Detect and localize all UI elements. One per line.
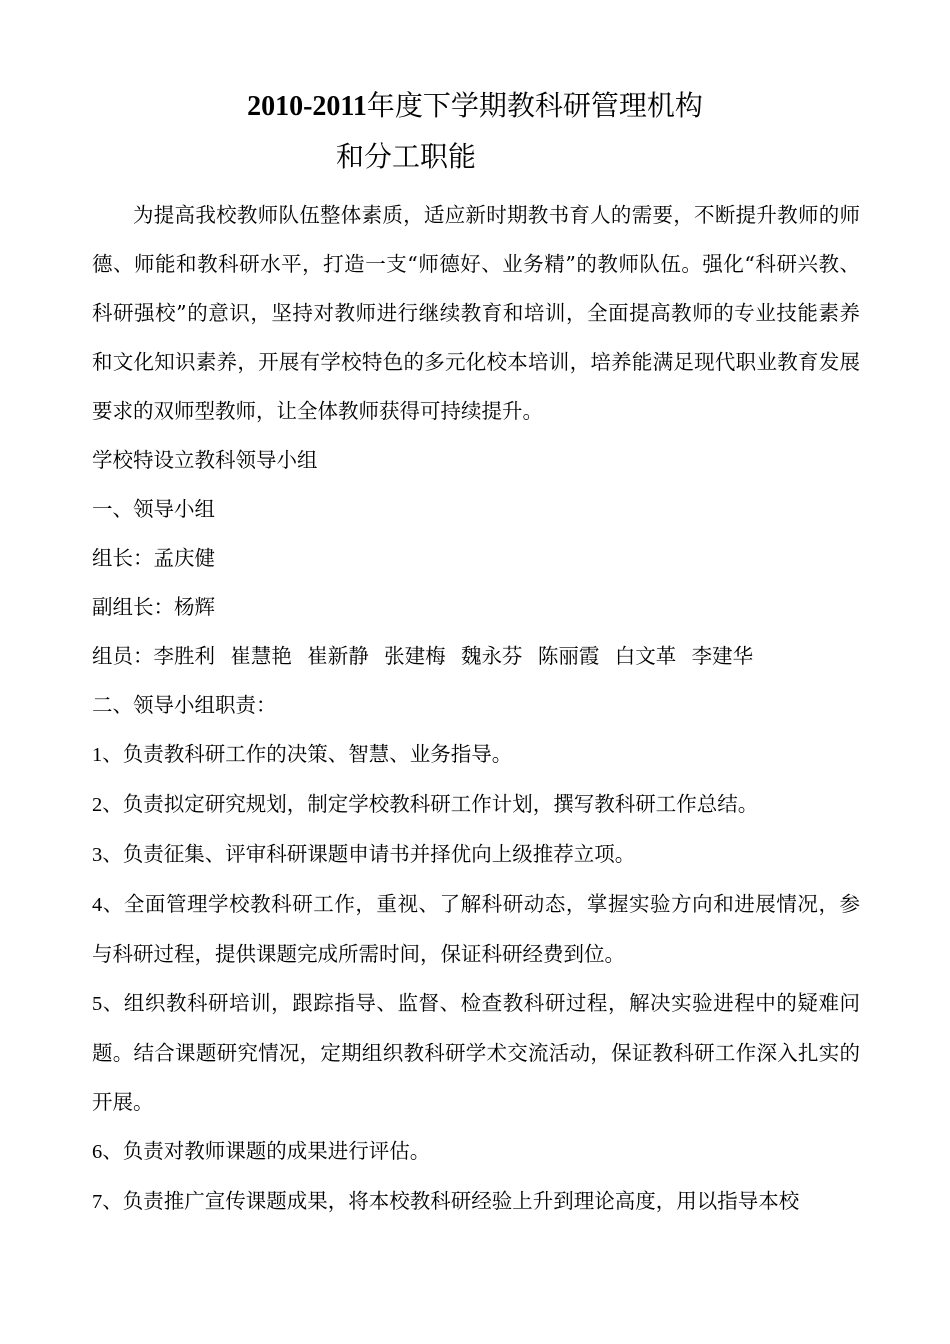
duty-item <box>92 730 860 780</box>
duty-number: 3 <box>92 844 103 866</box>
duty-item <box>92 979 860 1127</box>
member-name: 李胜利 <box>153 644 215 668</box>
duty-item <box>92 780 860 830</box>
duty-number: 1 <box>92 744 103 766</box>
duty-item <box>92 880 860 979</box>
duty-text: 、负责拟定研究规划，制定学校教科研工作计划，撰写教科研工作总结。 <box>102 792 759 816</box>
duty-text: 、负责征集、评审科研课题申请书并择优向上级推荐立项。 <box>102 842 636 866</box>
title-year: 2010-2011 <box>247 91 367 122</box>
duty-number: 4 <box>92 894 103 916</box>
duty-item <box>92 830 860 880</box>
section1-heading: 一、领导小组 <box>92 497 215 521</box>
member-name: 崔慧艳 <box>230 644 292 668</box>
member-name: 李建华 <box>691 644 754 668</box>
members-label: 组员： <box>92 644 154 668</box>
title-line1-text: 年度下学期教科研管理机构 <box>366 89 703 122</box>
member-name: 白文革 <box>614 644 677 668</box>
duty-number: 7 <box>92 1191 103 1213</box>
duty-number: 2 <box>92 794 103 816</box>
duty-text: 、负责教科研工作的决策、智慧、业务指导。 <box>102 742 513 766</box>
member-name: 张建梅 <box>384 644 446 668</box>
duty-text: 、组织教科研培训，跟踪指导、监督、检查教科研过程，解决实验进程中的疑难问题。结合课题研究情况，定期组织教科研学术交流活动，保证教科研工作深入扎实的开展。 <box>92 991 860 1114</box>
section2-heading: 二、领导小组职责： <box>92 693 277 717</box>
intro-paragraph: 为提高我校教师队伍整体素质，适应新时期教书育人的需要，不断提升教师的师德、师能和教科研水平，打造一支“师德好、业务精”的教师队伍。强化“科研兴教、科研强校”的意识，坚持对教师进行继续教育和培训，全面提高教师的专业技能素养和文化知识素养，开展有学校特色的多元化校本培训，培养能满足现代职业教育发展要求的双师型教师，让全体教师获得可持续提升。 <box>92 203 860 423</box>
duty-number: 5 <box>92 993 103 1015</box>
duty-text: 、全面管理学校教科研工作，重视、了解科研动态，掌握实验方向和进展情况，参与科研过程，提供课题完成所需时间，保证科研经费到位。 <box>92 892 860 966</box>
group-leader: 组长：孟庆健 <box>92 546 215 570</box>
group-deputy: 副组长：杨辉 <box>92 595 215 619</box>
member-name: 陈丽霞 <box>537 644 600 668</box>
duty-text: 、负责推广宣传课题成果，将本校教科研经验上升到理论高度，用以指导本校 <box>102 1189 800 1213</box>
setup-line: 学校特设立教科领导小组 <box>92 448 318 472</box>
duty-item <box>92 1177 860 1227</box>
document-title <box>0 86 950 127</box>
document-body <box>92 191 860 1227</box>
duty-text: 、负责对教师课题的成果进行评估。 <box>102 1139 431 1163</box>
group-members <box>92 632 860 681</box>
member-name: 魏永芬 <box>461 644 523 668</box>
duty-item <box>92 1127 860 1177</box>
member-name: 崔新静 <box>307 644 369 668</box>
duty-number: 6 <box>92 1141 103 1163</box>
document-subtitle: 和分工职能 <box>336 140 477 173</box>
